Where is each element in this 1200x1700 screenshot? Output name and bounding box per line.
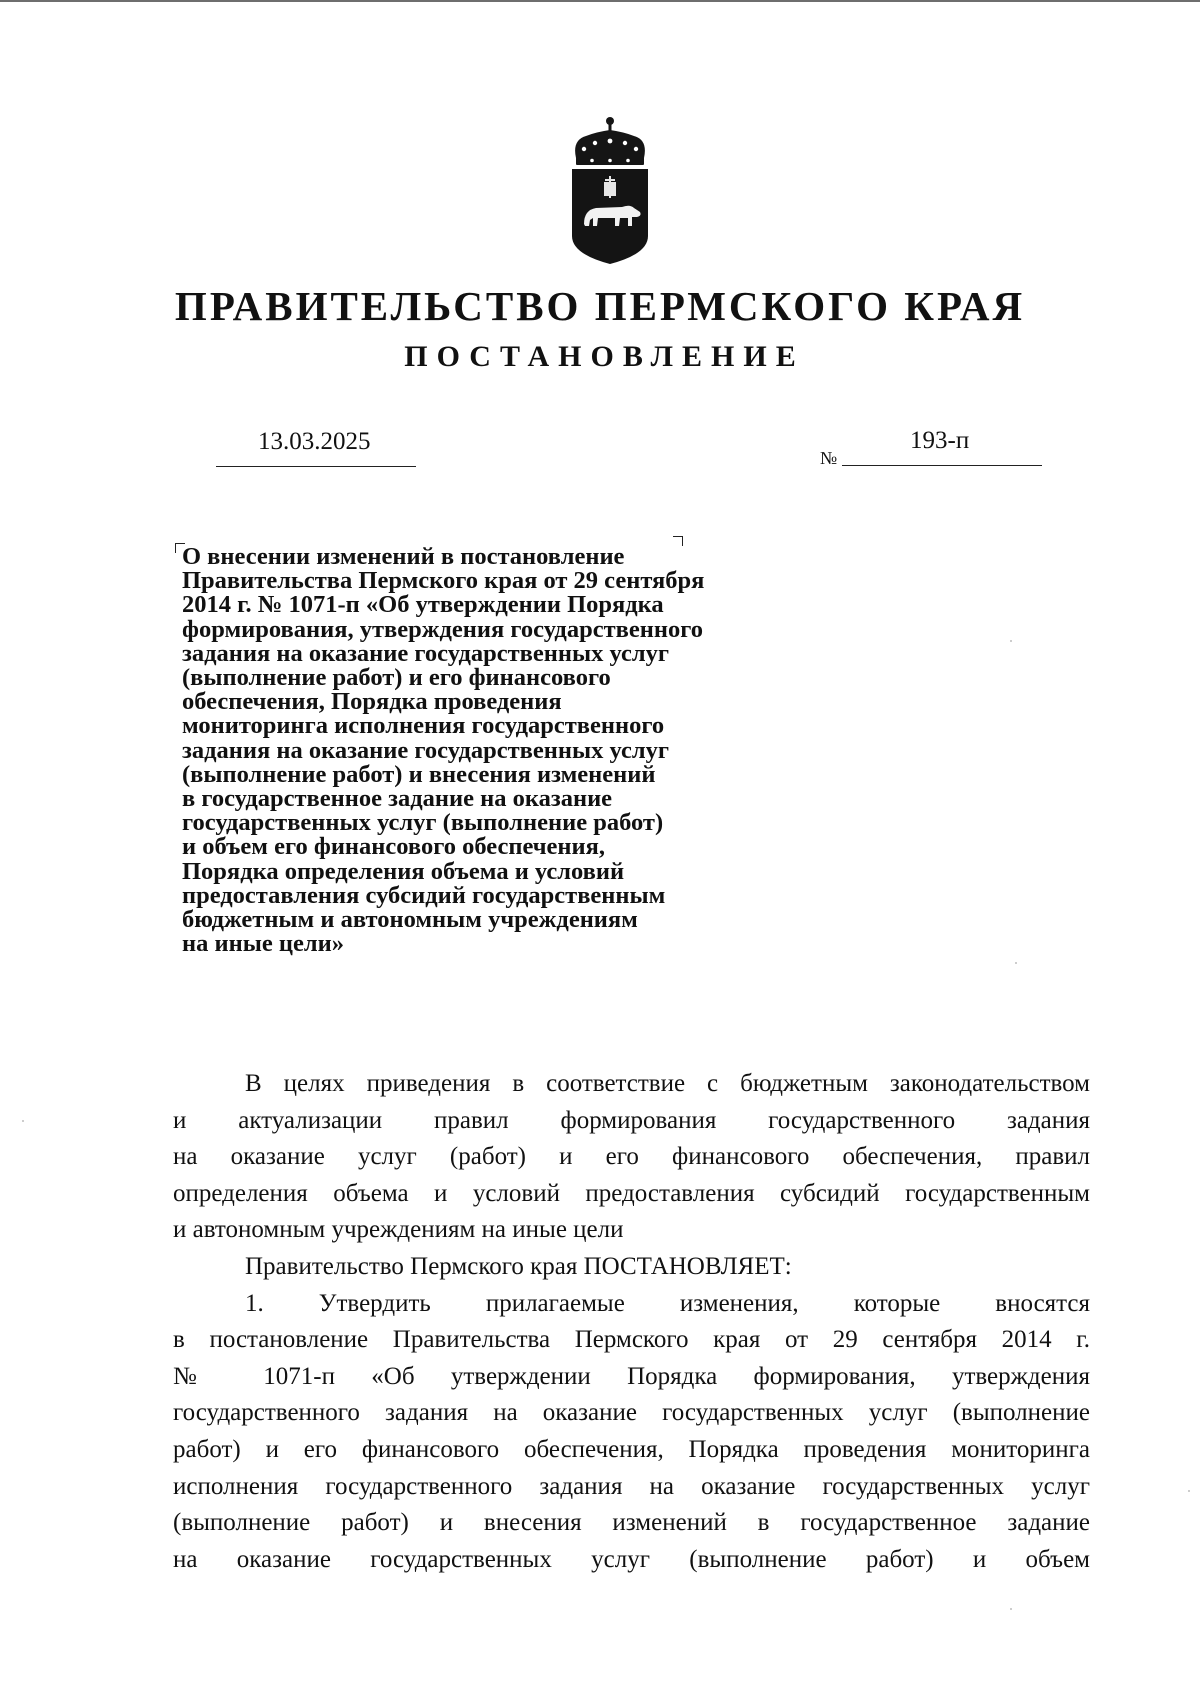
body-line: Правительство Пермского края ПОСТАНОВЛЯЕТ: xyxy=(245,1252,792,1280)
document-subject xyxy=(182,545,704,956)
subject-line: и объем его финансового обеспечения, xyxy=(182,833,606,861)
body-line: определения объема и условий предоставления субсидий государственным xyxy=(173,1179,1090,1207)
subject-line: мониторинга исполнения государственного xyxy=(182,712,665,740)
body-line: на оказание государственных услуг (выполнение работ) и объем xyxy=(173,1545,1090,1573)
body-line: государственного задания на оказание государственных услуг (выполнение xyxy=(173,1399,1090,1427)
body-line: работ) и его финансового обеспечения, Порядка проведения мониторинга xyxy=(173,1435,1090,1463)
coat-of-arms-emblem xyxy=(562,114,658,266)
subject-line: О внесении изменений в постановление xyxy=(182,543,625,570)
subject-line: обеспечения, Порядка проведения xyxy=(182,688,562,716)
scan-speck xyxy=(22,1120,24,1122)
document-body xyxy=(173,1066,1090,1578)
scan-top-edge xyxy=(0,0,1200,2)
subject-line: (выполнение работ) и внесения изменений xyxy=(182,760,656,788)
document-type: ПОСТАНОВЛЕНИЕ xyxy=(404,340,805,373)
subject-line: (выполнение работ) и его финансового xyxy=(182,664,611,692)
body-line: (выполнение работ) и внесения изменений в государственное задание xyxy=(173,1509,1090,1537)
subject-line: бюджетным и автономным учреждениям xyxy=(182,906,638,934)
scan-speck xyxy=(1010,640,1012,642)
document-date: 13.03.2025 xyxy=(258,428,371,455)
document-number: 193-п xyxy=(910,427,970,454)
subject-line: Правительства Пермского края от 29 сентября xyxy=(182,567,705,595)
body-line: № 1071-п «Об утверждении Порядка формирования, утверждения xyxy=(173,1362,1090,1390)
subject-line: государственных услуг (выполнение работ) xyxy=(182,809,664,837)
scan-speck xyxy=(1188,1490,1190,1492)
body-line: В целях приведения в соответствие с бюджетным законодательством xyxy=(245,1070,1090,1097)
scan-speck xyxy=(1010,1608,1012,1610)
body-line: в постановление Правительства Пермского края от 29 сентября 2014 г. xyxy=(173,1326,1090,1354)
subject-line: в государственное задание на оказание xyxy=(182,785,613,813)
government-title: ПРАВИТЕЛЬСТВО ПЕРМСКОГО КРАЯ xyxy=(174,283,1026,329)
subject-line: предоставления субсидий государственным xyxy=(182,881,666,909)
subject-line: задания на оказание государственных услуг xyxy=(182,736,669,764)
body-line: и автономным учреждениям на иные цели xyxy=(173,1216,624,1244)
subject-line: задания на оказание государственных услуг xyxy=(182,639,669,667)
subject-line: на иные цели» xyxy=(182,930,344,958)
body-line: исполнения государственного задания на оказание государственных услуг xyxy=(173,1472,1090,1500)
subject-line: 2014 г. № 1071-п «Об утверждении Порядка xyxy=(182,591,664,619)
body-line: и актуализации правил формирования государственного задания xyxy=(173,1106,1090,1134)
subject-line: формирования, утверждения государственного xyxy=(182,615,703,643)
body-line: 1. Утвердить прилагаемые изменения, которые вносятся xyxy=(245,1289,1090,1317)
body-line: на оказание услуг (работ) и его финансового обеспечения, правил xyxy=(173,1143,1090,1171)
subject-line: Порядка определения объема и условий xyxy=(182,857,625,885)
number-label: № xyxy=(820,448,838,468)
scan-speck xyxy=(1015,962,1017,964)
